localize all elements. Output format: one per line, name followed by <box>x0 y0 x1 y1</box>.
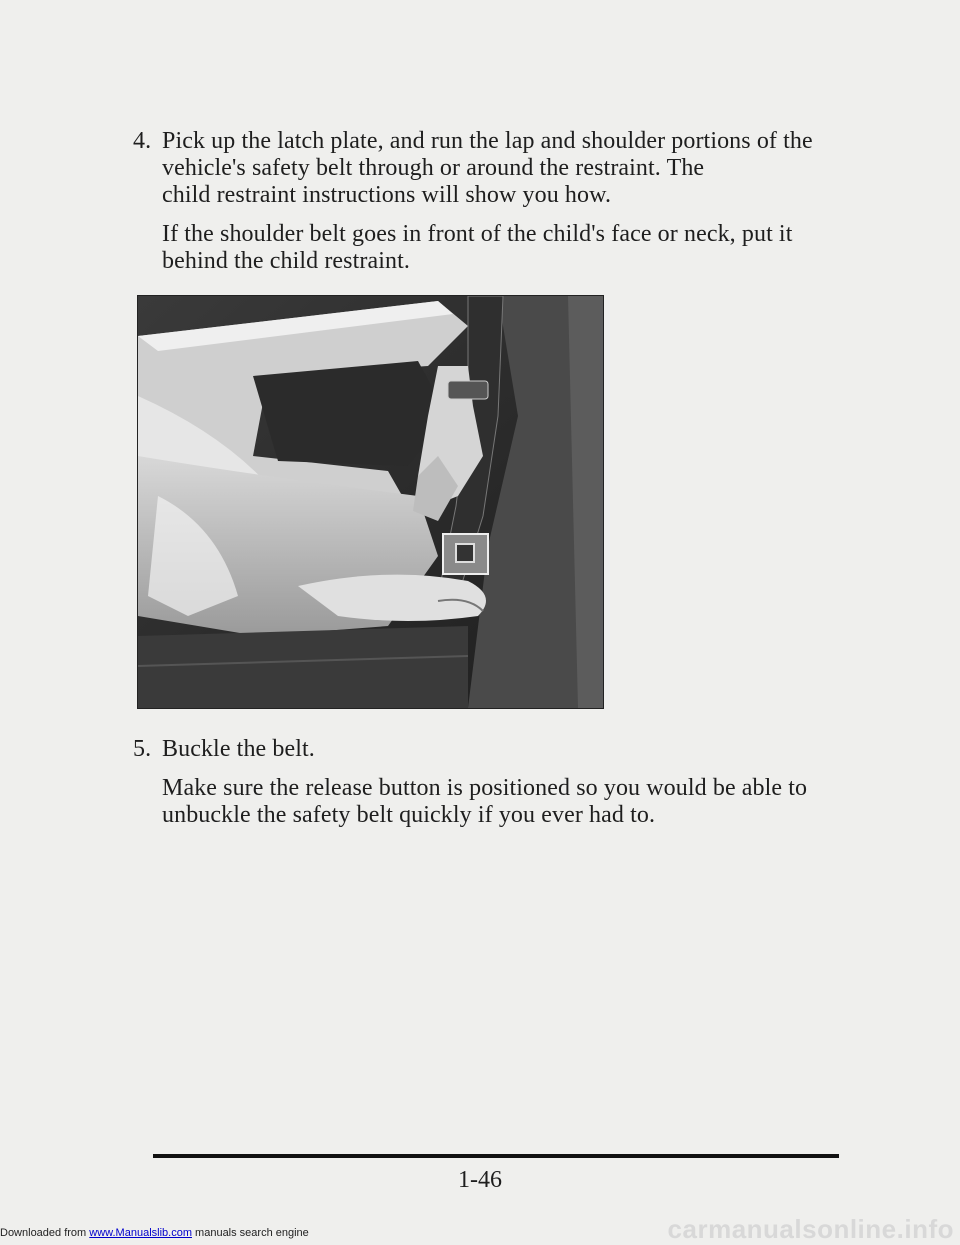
step-number: 4. <box>133 128 152 154</box>
banner-prefix: Downloaded from <box>0 1227 87 1239</box>
footer-rule <box>153 1154 839 1158</box>
manualslib-link[interactable]: www.Manualslib.com <box>89 1227 192 1239</box>
seat-belt-illustration <box>137 295 604 709</box>
step-title <box>162 736 807 763</box>
text-line: Pick up the latch plate, and run the lap and shoulder portions of the <box>162 128 813 154</box>
text-line: Buckle the belt. <box>162 736 315 762</box>
step-number: 5. <box>133 736 152 762</box>
watermark: carmanualsonline.info <box>667 1214 954 1244</box>
instruction-paragraph <box>162 128 813 209</box>
note-paragraph <box>162 221 813 275</box>
photo-hand-threading-belt <box>138 296 603 708</box>
text-line: If the shoulder belt goes in front of the child's face or neck, put it <box>162 221 793 247</box>
text-line: Make sure the release button is positioned so you would be able to <box>162 775 808 801</box>
text-line: unbuckle the safety belt quickly if you ever had to. <box>162 802 656 828</box>
download-banner <box>0 1227 309 1239</box>
step-body <box>162 128 813 275</box>
text-line: child restraint instructions will show you how. <box>162 182 612 208</box>
text-line: behind the child restraint. <box>162 248 410 274</box>
page-number: 1-46 <box>458 1167 502 1193</box>
text-line: vehicle's safety belt through or around the restraint. The <box>162 155 705 181</box>
instruction-paragraph <box>162 775 807 829</box>
step-body <box>162 736 807 829</box>
banner-suffix: manuals search engine <box>195 1227 309 1239</box>
